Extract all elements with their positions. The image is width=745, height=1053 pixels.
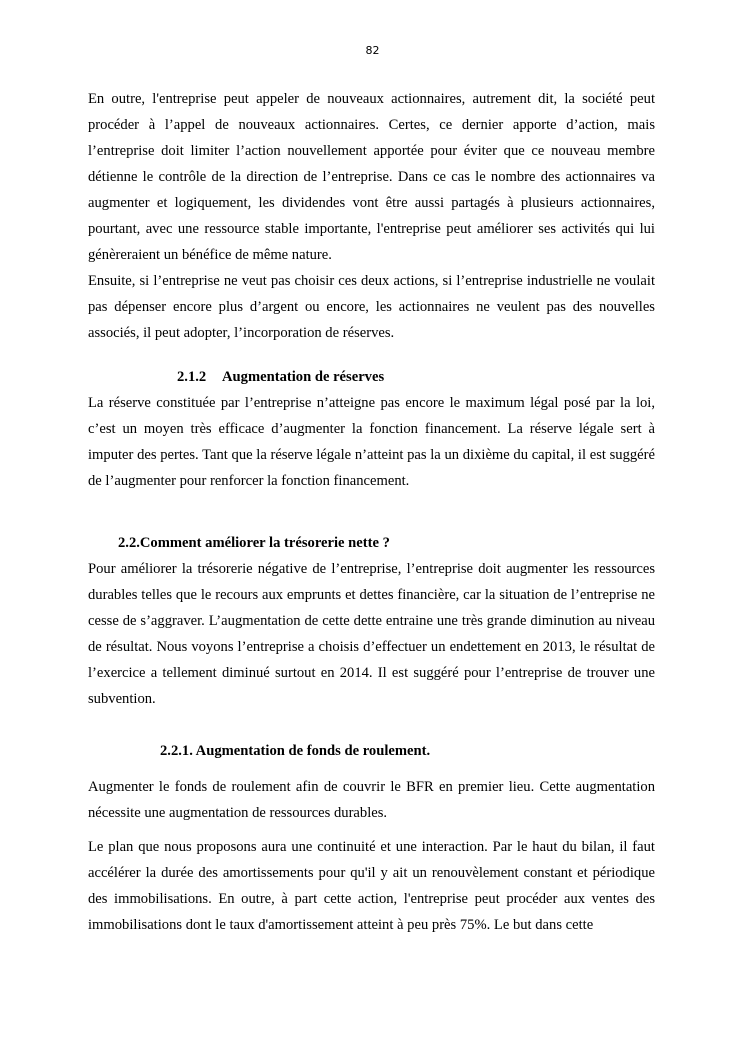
paragraph-working-capital: Augmenter le fonds de roulement afin de couvrir le BFR en premier lieu. Cette augmentation nécessite une augmentation de ressources durables. — [88, 779, 655, 821]
section-heading-2-2-1: 2.2.1. Augmentation de fonds de roulement. — [160, 743, 431, 759]
section-heading-2-1-2 — [88, 364, 655, 390]
paragraph-new-shareholders: En outre, l'entreprise peut appeler de nouveaux actionnaires, autrement dit, la société peut procéder à l’appel de nouveaux actionnaires. Certes, ce dernier apporte d’action, mais l’entreprise doit limiter l’action nouvellement apportée pour éviter que ce nouveau membre détienne le contrôle de la direction de l’entreprise. Dans ce cas le nombre des actionnaires va augmenter et logiquement, les dividendes vont être aussi partagés à plusieurs actionnaires, pourtant, avec une ressource stable importante, l'entreprise peut améliorer ses activités qui lui génèreraient un bénéfice de même nature. — [88, 91, 655, 263]
page-number: 82 — [365, 44, 380, 57]
document-body — [88, 86, 655, 938]
paragraph-net-treasury: Pour améliorer la trésorerie négative de l’entreprise, l’entreprise doit augmenter les ressources durables telles que le recours aux emprunts et dettes financière, car la situation de l’entreprise ne cesse de s’aggraver. L’augmentation de cette dette entraine une très grande diminution au niveau de résultat. Nous voyons l’entreprise a choisis d’effectuer un endettement en 2013, le résultat de l’exercice a tellement diminué surtout en 2014. Il est suggéré pour l’entreprise de trouver une subvention. — [88, 561, 655, 707]
section-number: 2.1.2 — [177, 369, 207, 385]
paragraph-reserve-incorporation: Ensuite, si l’entreprise ne veut pas choisir ces deux actions, si l’entreprise industrielle ne voulait pas dépenser encore plus d’argent ou encore, les actionnaires ne veulent pas des nouvelles associés, il peut adopter, l’incorporation de réserves. — [88, 273, 655, 341]
section-title: Augmentation de réserves — [222, 369, 385, 385]
paragraph-reserves: La réserve constituée par l’entreprise n’atteigne pas encore le maximum légal posé par la loi, c’est un moyen très efficace d’augmenter la fonction financement. La réserve légale sert à imputer des pertes. Tant que la réserve légale n’atteint pas la un dixième du capital, il est suggéré de l’augmenter pour renforcer la fonction financement. — [88, 395, 655, 489]
paragraph-plan: Le plan que nous proposons aura une continuité et une interaction. Par le haut du bilan, il faut accélérer la durée des amortissements pour qu'il y ait un renouvèlement constant et périodique des immobilisations. En outre, à part cette action, l'entreprise peut procéder aux ventes des immobilisations dont le taux d'amortissement atteint à peu près 75%. Le but dans cette — [88, 839, 655, 933]
section-heading-2-2: 2.2.Comment améliorer la trésorerie nette ? — [118, 535, 390, 551]
